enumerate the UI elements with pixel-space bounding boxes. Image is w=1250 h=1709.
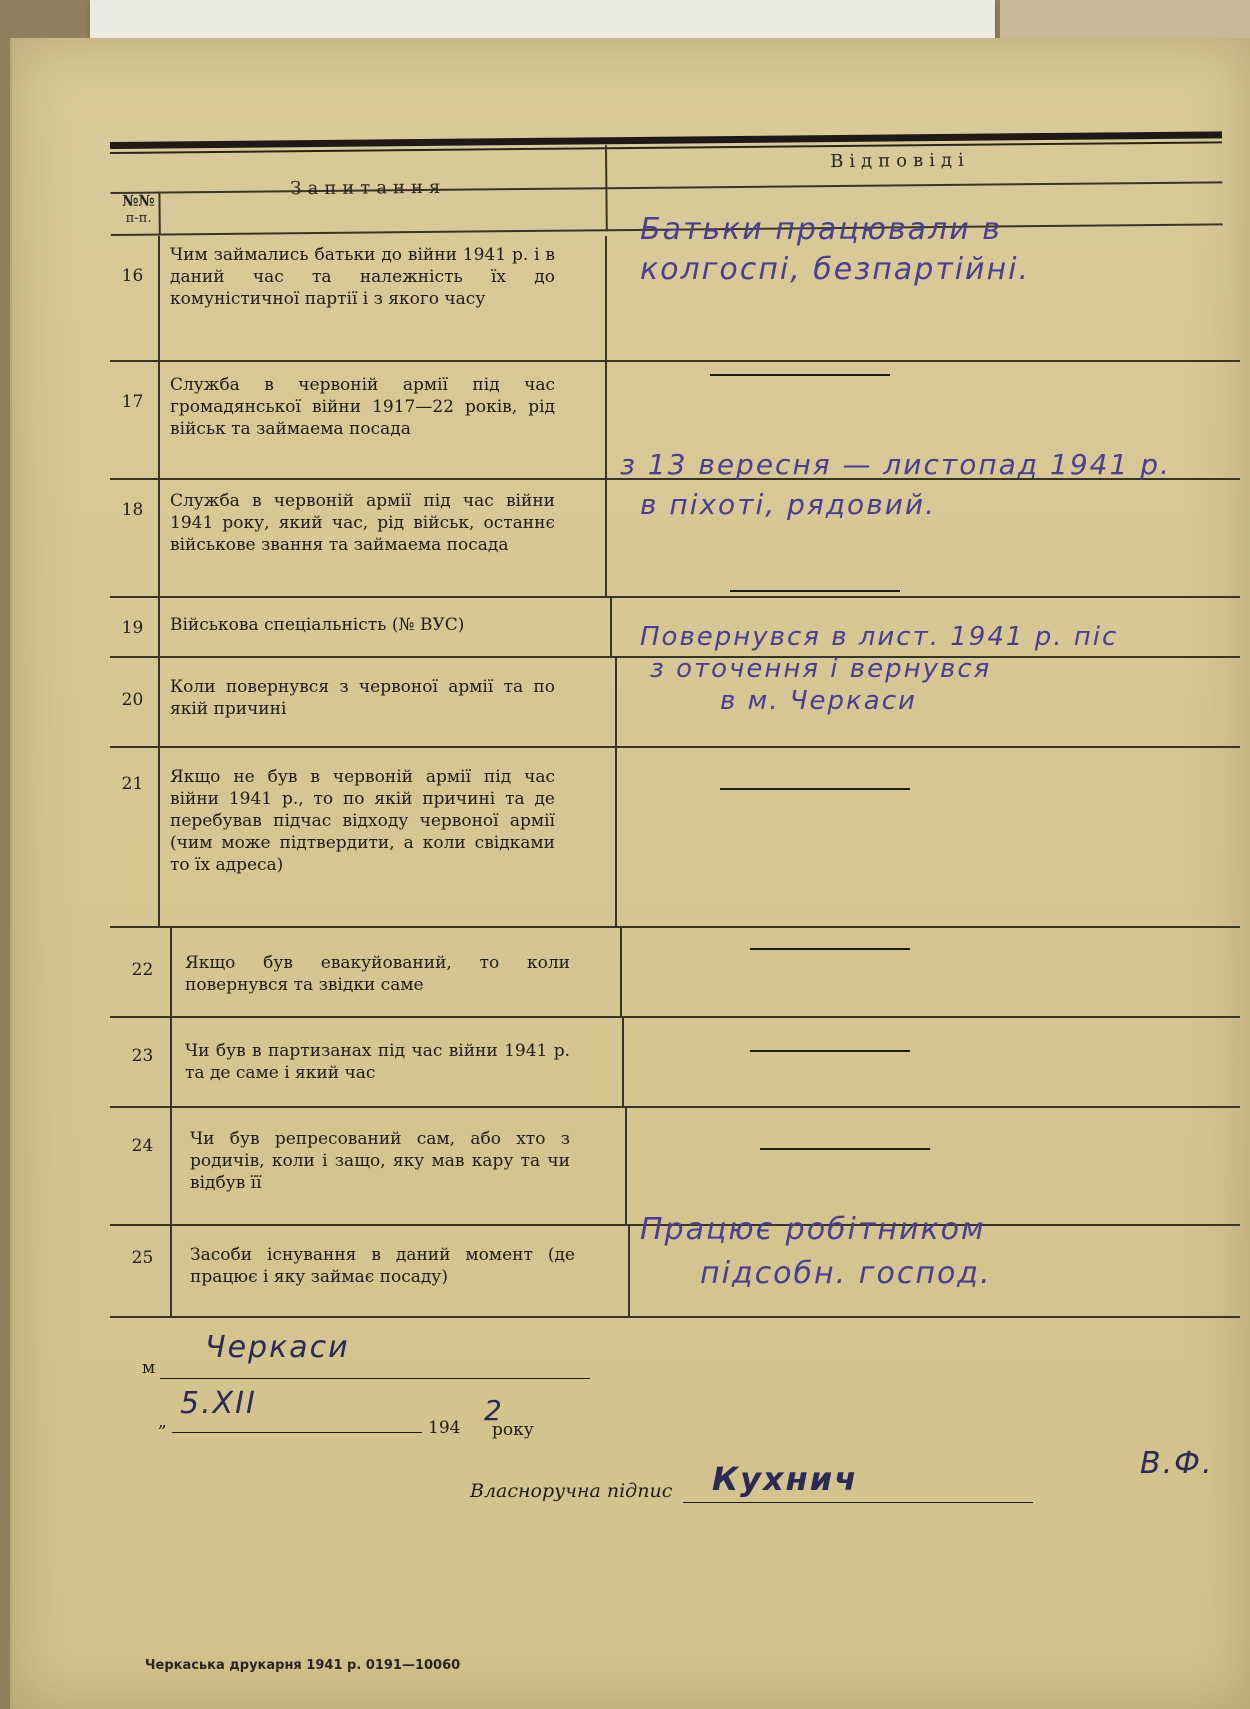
table-row xyxy=(110,1018,1240,1108)
row-question: Чи був в партизанах під час війни 1941 р. та де саме і який час xyxy=(185,1041,570,1083)
row-question: Засоби існування в даний момент (де працює і яку займає посаду) xyxy=(190,1245,575,1287)
row-question: Якщо був евакуйований, то коли повернувся та звідки саме xyxy=(185,953,570,995)
empty-answer-dash xyxy=(750,1050,910,1052)
header-number-label: №№ xyxy=(122,191,155,210)
row-number: 25 xyxy=(131,1248,154,1268)
answer-handwriting: з оточення і вернувся xyxy=(650,654,992,684)
printer-imprint: Черкаська друкарня 1941 р. 0191—10060 xyxy=(145,1658,461,1673)
signature-line xyxy=(683,1502,1033,1503)
row-number: 24 xyxy=(131,1136,154,1156)
table-row xyxy=(110,748,1240,928)
answer-handwriting: з 13 вересня — листопад 1941 р. xyxy=(620,448,1171,481)
answer-handwriting: Працює робітником xyxy=(640,1212,986,1247)
row-number: 21 xyxy=(121,774,144,794)
answer-handwriting: в м. Черкаси xyxy=(720,686,917,716)
year-suffix: року xyxy=(492,1420,534,1440)
date-handwriting: 5.XII xyxy=(180,1386,257,1421)
city-line xyxy=(160,1378,590,1379)
city-prefix: м xyxy=(142,1358,156,1378)
row-question: Коли повернувся з червоної армії та по якій причині xyxy=(170,677,555,719)
header-line xyxy=(110,181,1222,194)
header-number xyxy=(118,192,158,228)
initials-handwriting: В.Ф. xyxy=(1140,1446,1214,1481)
row-number: 16 xyxy=(121,266,144,286)
date-line xyxy=(172,1432,422,1433)
empty-answer-dash xyxy=(710,374,890,376)
answer-handwriting: Батьки працювали в xyxy=(640,212,1002,247)
answer-handwriting: Повернувся в лист. 1941 р. піс xyxy=(640,622,1119,652)
signature-handwriting: Кухнич xyxy=(712,1460,859,1498)
answer-handwriting: колгоспі, безпартійні. xyxy=(640,252,1031,287)
table-row xyxy=(110,1108,1240,1226)
city-handwriting: Черкаси xyxy=(205,1330,350,1365)
row-question: Служба в червоній армії під час війни 1941 року, який час, рід військ, останнє військове звання та займаема посада xyxy=(170,491,555,555)
row-question: Служба в червоній армії під час громадянської війни 1917—22 років, рід військ та займаема посада xyxy=(170,375,555,439)
header-number-sub: п-п. xyxy=(125,210,152,226)
row-number: 17 xyxy=(121,392,144,412)
answer-handwriting: підсобн. господ. xyxy=(700,1256,992,1291)
date-quote: „ xyxy=(158,1412,167,1432)
empty-answer-dash xyxy=(730,590,900,592)
answer-handwriting: в піхоті, рядовий. xyxy=(640,488,936,521)
row-number: 19 xyxy=(121,618,144,638)
row-question: Якщо не був в червоній армії під час війни 1941 р., то по якій причині та де перебував підчас відходу червоної армії (чим може підтвердити, а коли свідками то їх адреса) xyxy=(170,767,555,875)
row-number: 23 xyxy=(131,1046,154,1066)
row-question: Чи був репресований сам, або хто з родичів, коли і защо, яку мав кару та чи відбув її xyxy=(190,1129,570,1193)
header-answers: Відповіді xyxy=(830,149,970,173)
signature-label: Власноручна підпис xyxy=(470,1480,673,1502)
year-digit: 2 xyxy=(484,1394,504,1427)
row-question: Військова спеціальність (№ ВУС) xyxy=(170,615,465,635)
empty-answer-dash xyxy=(760,1148,930,1150)
year-prefix: 194 xyxy=(428,1418,461,1438)
row-number: 18 xyxy=(121,500,144,520)
empty-answer-dash xyxy=(750,948,910,950)
header-questions: Запитання xyxy=(290,176,447,200)
empty-answer-dash xyxy=(720,788,910,790)
row-question: Чим займались батьки до війни 1941 р. і в даний час та належність їх до комуністичної партії і з якого часу xyxy=(170,245,555,309)
header-divider-answer xyxy=(605,145,608,231)
row-number: 22 xyxy=(131,960,154,980)
table-row xyxy=(110,928,1240,1018)
header-divider-number xyxy=(158,192,160,236)
row-number: 20 xyxy=(121,690,144,710)
